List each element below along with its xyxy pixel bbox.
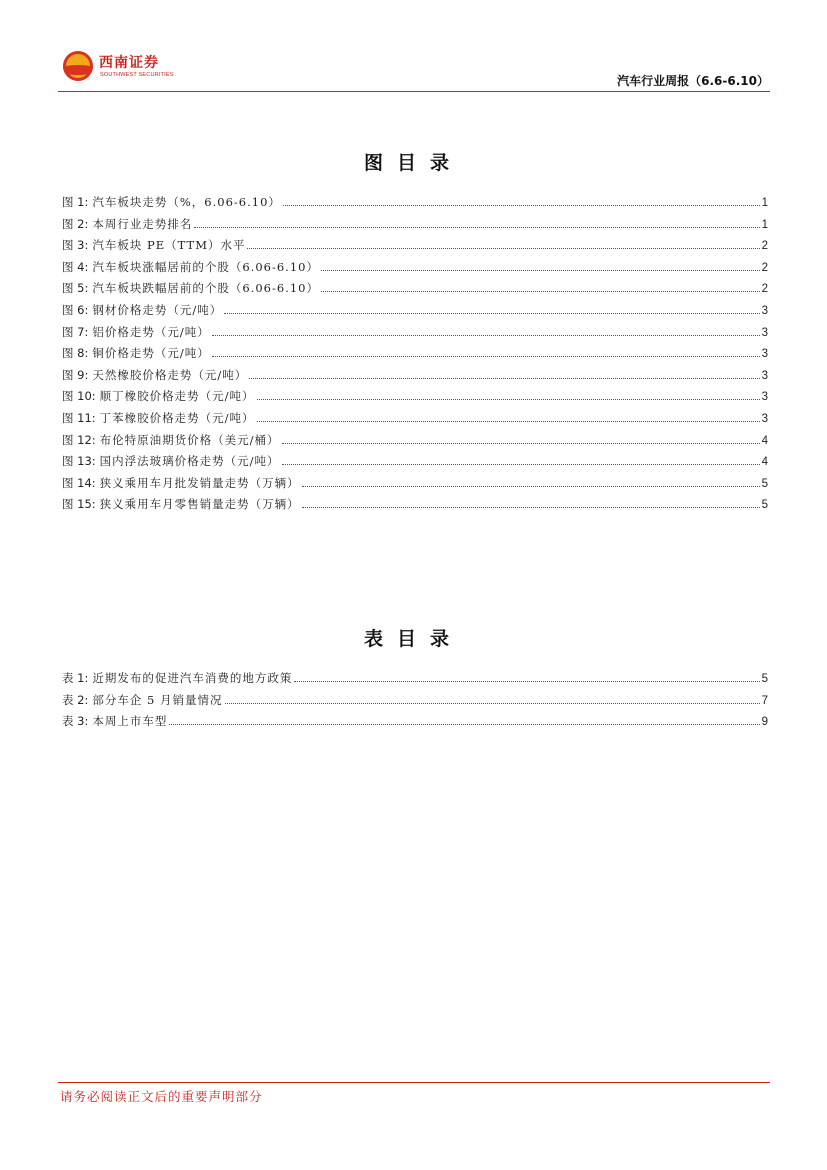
figure-toc-entry[interactable]	[62, 494, 768, 516]
figure-entry-page: 3	[761, 348, 768, 361]
figure-toc-entry[interactable]	[62, 192, 768, 214]
figure-entry-title: 布伦特原油期货价格（美元/桶）	[99, 432, 280, 447]
figure-toc-entry[interactable]	[62, 257, 768, 279]
figure-entry-page: 4	[761, 434, 768, 447]
figure-entry-label: 图 8:	[62, 346, 89, 361]
page-header	[0, 0, 827, 100]
table-entry-page: 7	[761, 694, 768, 707]
figure-entry-title: 汽车板块 PE（TTM）水平	[92, 238, 246, 253]
figure-entry-label: 图 4:	[62, 259, 89, 274]
dot-leader	[225, 703, 760, 704]
table-entry-title: 部分车企 5 月销量情况	[92, 692, 223, 707]
dot-leader	[282, 464, 760, 465]
figure-entry-title: 本周行业走势排名	[92, 216, 193, 231]
table-toc-entry[interactable]	[62, 690, 768, 712]
table-entry-label: 表 1:	[62, 671, 89, 685]
figure-entry-label: 图 3:	[62, 238, 89, 253]
dot-leader	[257, 421, 760, 422]
tables-toc-title: 表目录	[363, 628, 463, 650]
figure-entry-title: 汽车板块走势（%，6.06-6.10）	[92, 195, 281, 209]
dot-leader	[247, 248, 759, 249]
dot-leader	[224, 313, 759, 314]
dot-leader	[212, 335, 760, 336]
logo-english-name: SOUTHWEST SECURITIES	[100, 72, 174, 78]
table-toc-entry[interactable]	[62, 668, 768, 690]
figure-toc-entry[interactable]	[62, 343, 768, 365]
table-entry-title: 本周上市车型	[92, 714, 168, 729]
figure-entry-label: 图 9:	[62, 367, 89, 382]
figure-toc-entry[interactable]	[62, 300, 768, 322]
figure-entry-title: 铝价格走势（元/吨）	[92, 324, 210, 339]
figure-entry-label: 图 12:	[62, 432, 96, 447]
figure-toc-entry[interactable]	[62, 278, 768, 300]
dot-leader	[283, 205, 760, 206]
figure-toc-entry[interactable]	[62, 214, 768, 236]
figure-toc-entry[interactable]	[62, 365, 768, 387]
dot-leader	[321, 291, 760, 292]
table-entry-page: 5	[761, 673, 768, 685]
figure-entry-page: 5	[761, 477, 768, 490]
figure-entry-page: 2	[761, 240, 768, 253]
figure-entry-label: 图 2:	[62, 216, 89, 231]
figure-entry-page: 1	[761, 218, 768, 231]
footer-divider	[58, 1082, 770, 1083]
table-entry-title: 近期发布的促进汽车消费的地方政策	[92, 671, 293, 685]
dot-leader	[249, 378, 759, 379]
figure-entry-page: 2	[761, 283, 768, 296]
header-divider	[58, 91, 770, 92]
dot-leader	[302, 486, 760, 487]
figure-entry-title: 汽车板块跌幅居前的个股（6.06-6.10）	[92, 281, 319, 296]
figure-entry-page: 1	[761, 197, 768, 209]
report-title: 汽车行业周报（6.6-6.10）	[617, 74, 769, 88]
figure-entry-page: 3	[761, 369, 768, 382]
figure-entry-page: 3	[761, 326, 768, 339]
table-entry-page: 9	[761, 716, 768, 729]
dot-leader	[169, 724, 759, 725]
figure-entry-label: 图 6:	[62, 302, 89, 317]
table-entry-label: 表 2:	[62, 692, 89, 707]
figure-entry-title: 国内浮法玻璃价格走势（元/吨）	[99, 454, 280, 469]
tables-toc-list	[62, 668, 768, 733]
figure-toc-entry[interactable]	[62, 235, 768, 257]
figure-toc-entry[interactable]	[62, 451, 768, 473]
dot-leader	[321, 270, 760, 271]
dot-leader	[212, 356, 760, 357]
dot-leader	[294, 681, 759, 682]
figure-entry-label: 图 14:	[62, 475, 96, 490]
figure-entry-label: 图 10:	[62, 389, 96, 404]
figure-entry-title: 铜价格走势（元/吨）	[92, 346, 210, 361]
figure-toc-entry[interactable]	[62, 386, 768, 408]
figures-toc-title: 图目录	[363, 152, 463, 174]
figure-entry-title: 丁苯橡胶价格走势（元/吨）	[99, 410, 255, 425]
figure-entry-label: 图 7:	[62, 324, 89, 339]
figure-entry-title: 汽车板块涨幅居前的个股（6.06-6.10）	[92, 259, 319, 274]
company-logo	[63, 50, 183, 84]
figure-entry-title: 顺丁橡胶价格走势（元/吨）	[99, 389, 255, 404]
figure-toc-entry[interactable]	[62, 322, 768, 344]
dot-leader	[282, 443, 760, 444]
figure-toc-entry[interactable]	[62, 473, 768, 495]
figure-entry-page: 5	[761, 499, 768, 512]
table-toc-entry[interactable]	[62, 711, 768, 733]
logo-chinese-name: 西南证券	[99, 55, 159, 71]
figure-entry-label: 图 5:	[62, 281, 89, 296]
figure-entry-title: 狭义乘用车月零售销量走势（万辆）	[99, 497, 300, 512]
figure-entry-page: 3	[761, 391, 768, 404]
table-entry-label: 表 3:	[62, 714, 89, 729]
figure-entry-page: 4	[761, 456, 768, 469]
footer-disclaimer: 请务必阅读正文后的重要声明部分	[60, 1089, 263, 1104]
figure-entry-label: 图 11:	[62, 410, 96, 425]
dot-leader	[257, 399, 760, 400]
figure-entry-label: 图 13:	[62, 454, 96, 469]
figure-toc-entry[interactable]	[62, 430, 768, 452]
figure-entry-title: 天然橡胶价格走势（元/吨）	[92, 367, 248, 382]
figure-entry-page: 2	[761, 261, 768, 274]
figure-toc-entry[interactable]	[62, 408, 768, 430]
dot-leader	[302, 507, 760, 508]
figure-entry-title: 狭义乘用车月批发销量走势（万辆）	[99, 475, 300, 490]
figure-entry-page: 3	[761, 412, 768, 425]
figure-entry-title: 钢材价格走势（元/吨）	[92, 302, 223, 317]
figure-entry-label: 图 15:	[62, 497, 96, 512]
dot-leader	[194, 227, 759, 228]
sun-logo-icon	[63, 51, 93, 81]
figure-entry-page: 3	[761, 304, 768, 317]
figure-entry-label: 图 1:	[62, 195, 89, 209]
figures-toc-list	[62, 192, 768, 516]
